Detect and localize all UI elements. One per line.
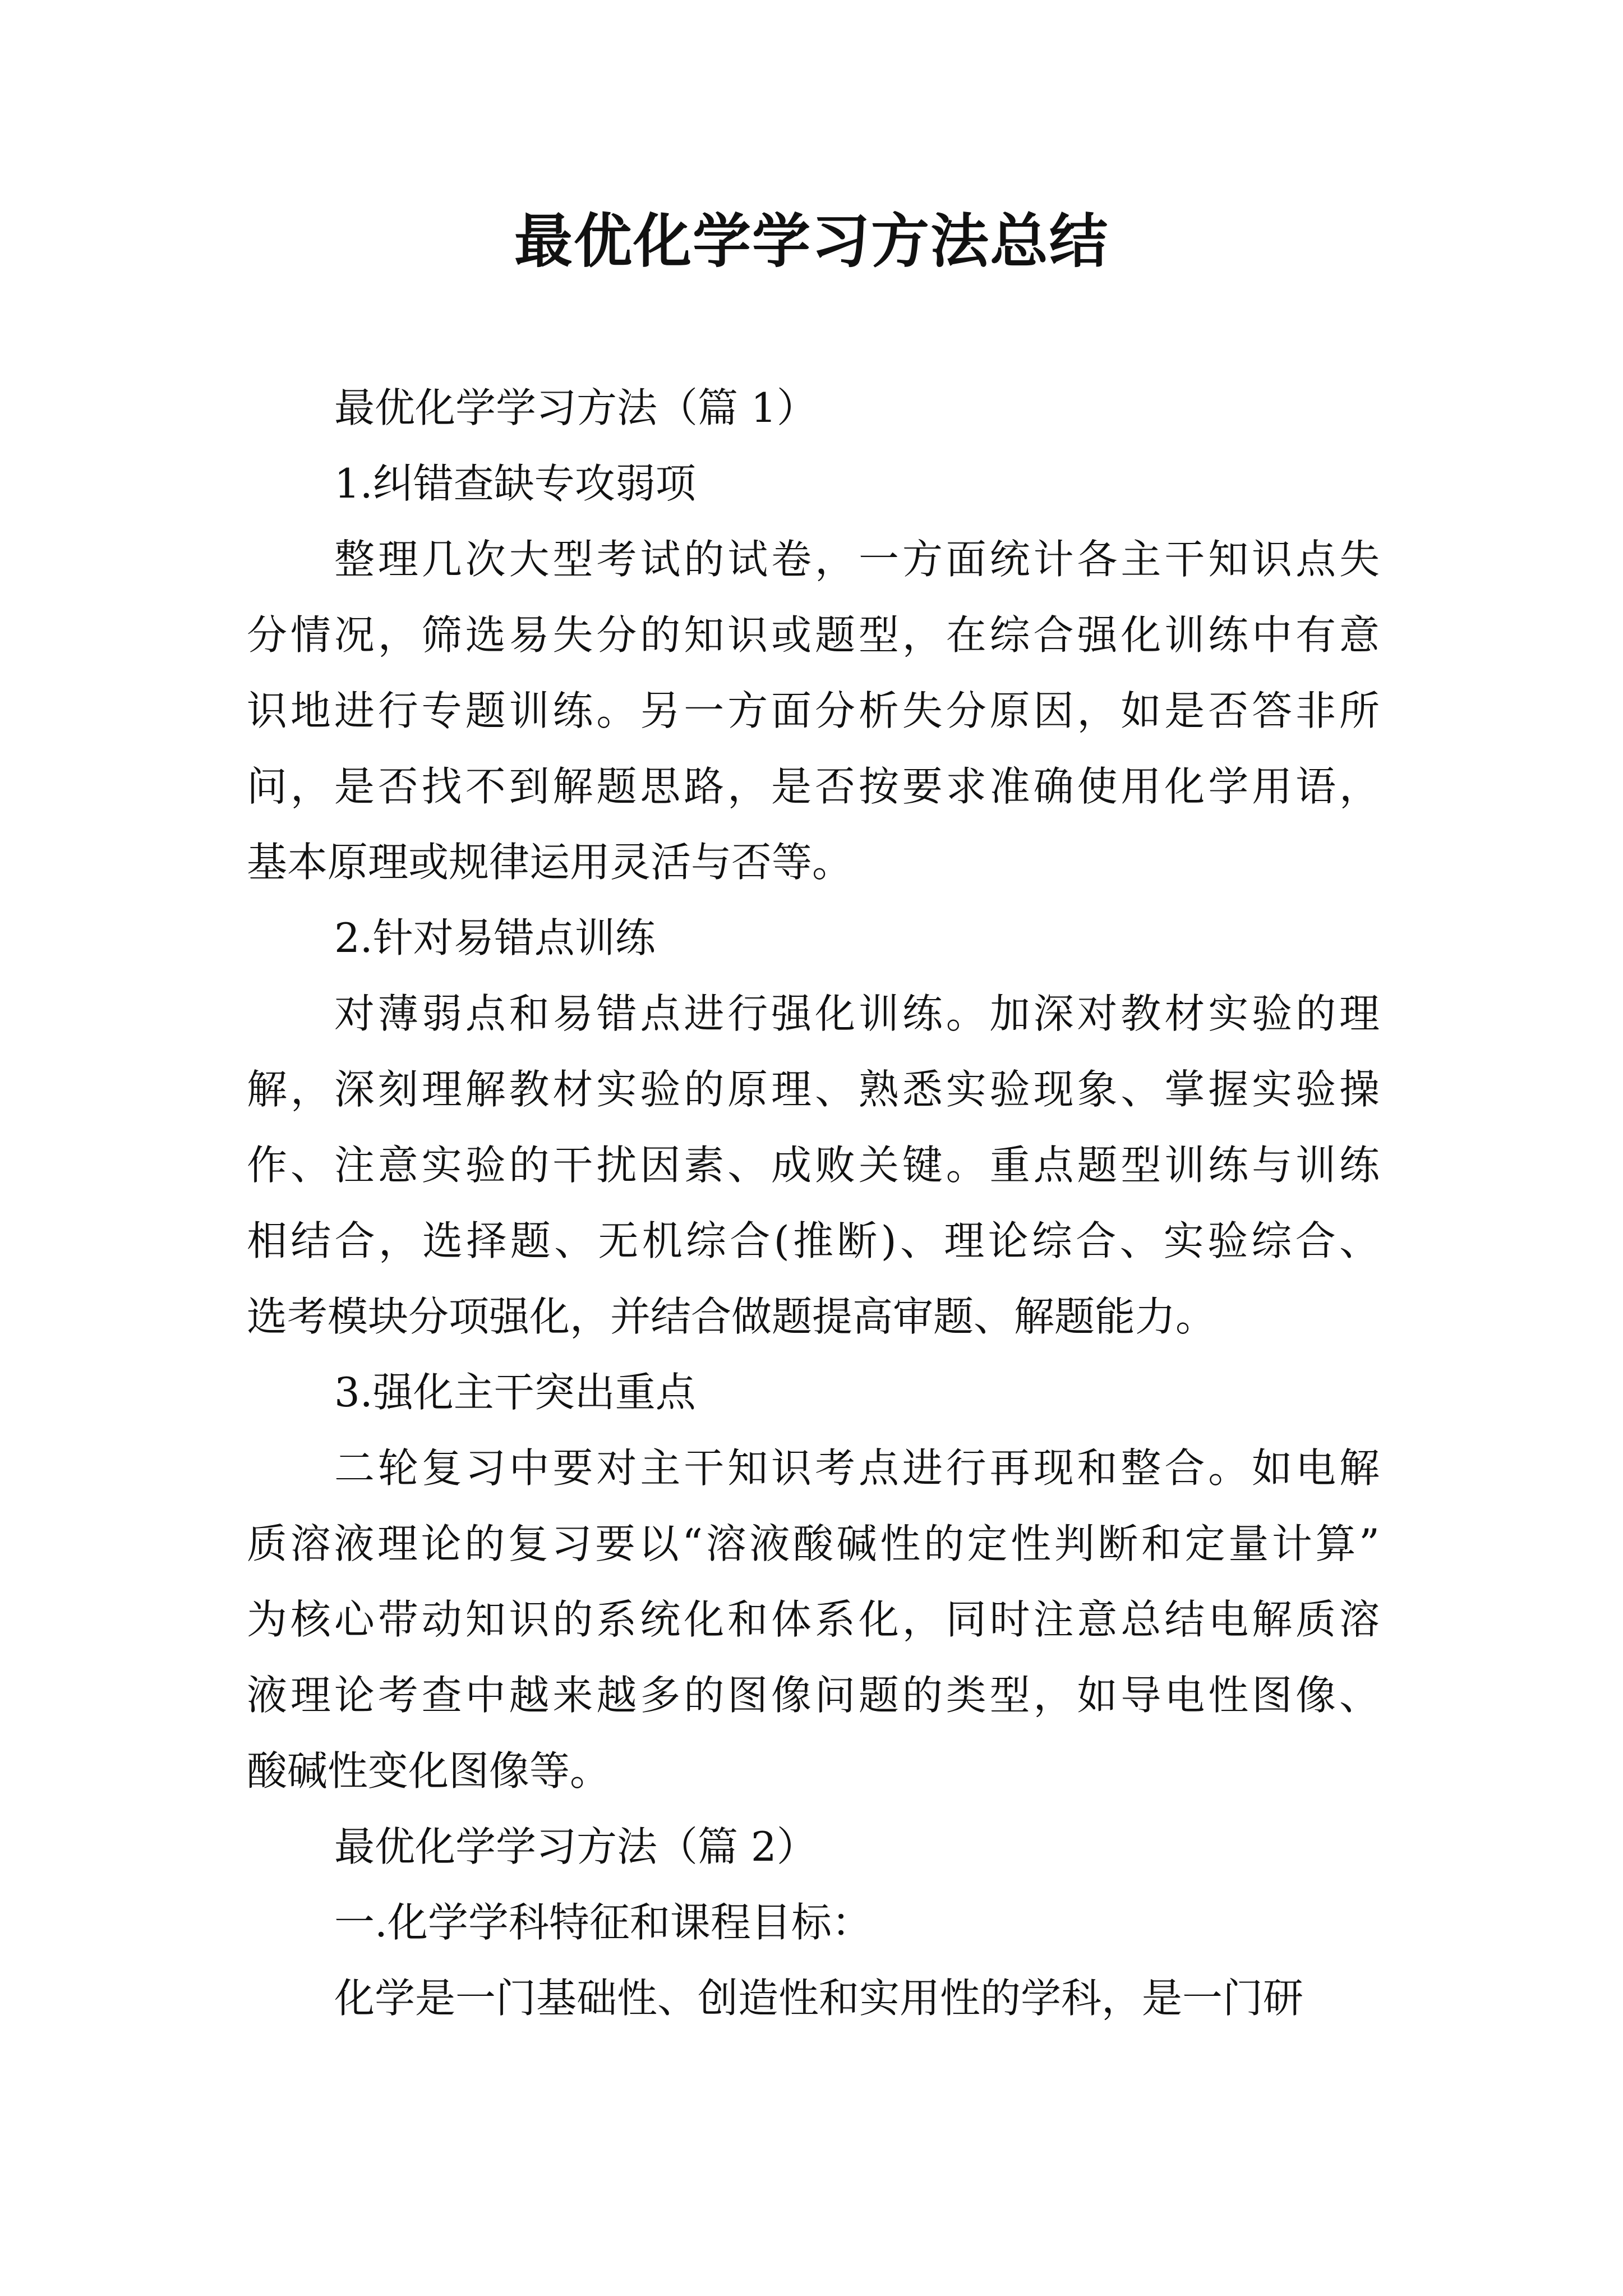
text-line: 作、注意实验的干扰因素、成败关键。重点题型训练与训练 [247, 1142, 1383, 1189]
paragraph [247, 1809, 1380, 1885]
text-line: 酸碱性变化图像等。 [247, 1747, 611, 1795]
text-line: 解，深刻理解教材实验的原理、熟悉实验现象、掌握实验操 [247, 1066, 1383, 1113]
document-title: 最优化学学习方法总结 [514, 206, 1109, 275]
paragraph [247, 976, 1384, 1355]
text-line: 最优化学学习方法（篇 1） [334, 384, 817, 431]
text-line: 基本原理或规律运用灵活与否等。 [247, 839, 853, 886]
text-line: 2.针对易错点训练 [334, 914, 656, 961]
text-line: 3.强化主干突出重点 [334, 1369, 696, 1416]
text-line: 化学是一门基础性、创造性和实用性的学科，是一门研 [334, 1975, 1304, 2022]
text-line: 液理论考查中越来越多的图像问题的类型，如导电性图像、 [247, 1672, 1383, 1719]
text-line: 一.化学学科特征和课程目标： [334, 1899, 872, 1946]
text-line: 分情况，筛选易失分的知识或题型，在综合强化训练中有意 [247, 611, 1383, 659]
text-line: 对薄弱点和易错点进行强化训练。加深对教材实验的理 [334, 990, 1383, 1037]
text-line: 为核心带动知识的系统化和体系化，同时注意总结电解质溶 [247, 1596, 1383, 1643]
text-line: 整理几次大型考试的试卷，一方面统计各主干知识点失 [334, 536, 1383, 583]
paragraph [247, 900, 1380, 976]
text-line: 识地进行专题训练。另一方面分析失分原因，如是否答非所 [247, 687, 1383, 734]
paragraph [247, 1430, 1383, 1809]
text-line: 相结合，选择题、无机综合(推断)、理论综合、实验综合、 [247, 1217, 1384, 1264]
document-body [247, 370, 1384, 2036]
paragraph [247, 522, 1383, 900]
paragraph [247, 1885, 1380, 1961]
text-line: 质溶液理论的复习要以“溶液酸碱性的定性判断和定量计算” [247, 1520, 1383, 1567]
paragraph [247, 370, 1380, 446]
text-line: 二轮复习中要对主干知识考点进行再现和整合。如电解 [334, 1444, 1383, 1492]
text-line: 最优化学学习方法（篇 2） [334, 1823, 817, 1870]
text-line: 1.纠错查缺专攻弱项 [334, 460, 696, 507]
text-line: 问，是否找不到解题思路，是否按要求准确使用化学用语， [247, 763, 1383, 810]
paragraph [247, 446, 1380, 522]
paragraph [247, 1961, 1380, 2036]
text-line: 选考模块分项强化，并结合做题提高审题、解题能力。 [247, 1293, 1216, 1340]
paragraph [247, 1355, 1380, 1430]
